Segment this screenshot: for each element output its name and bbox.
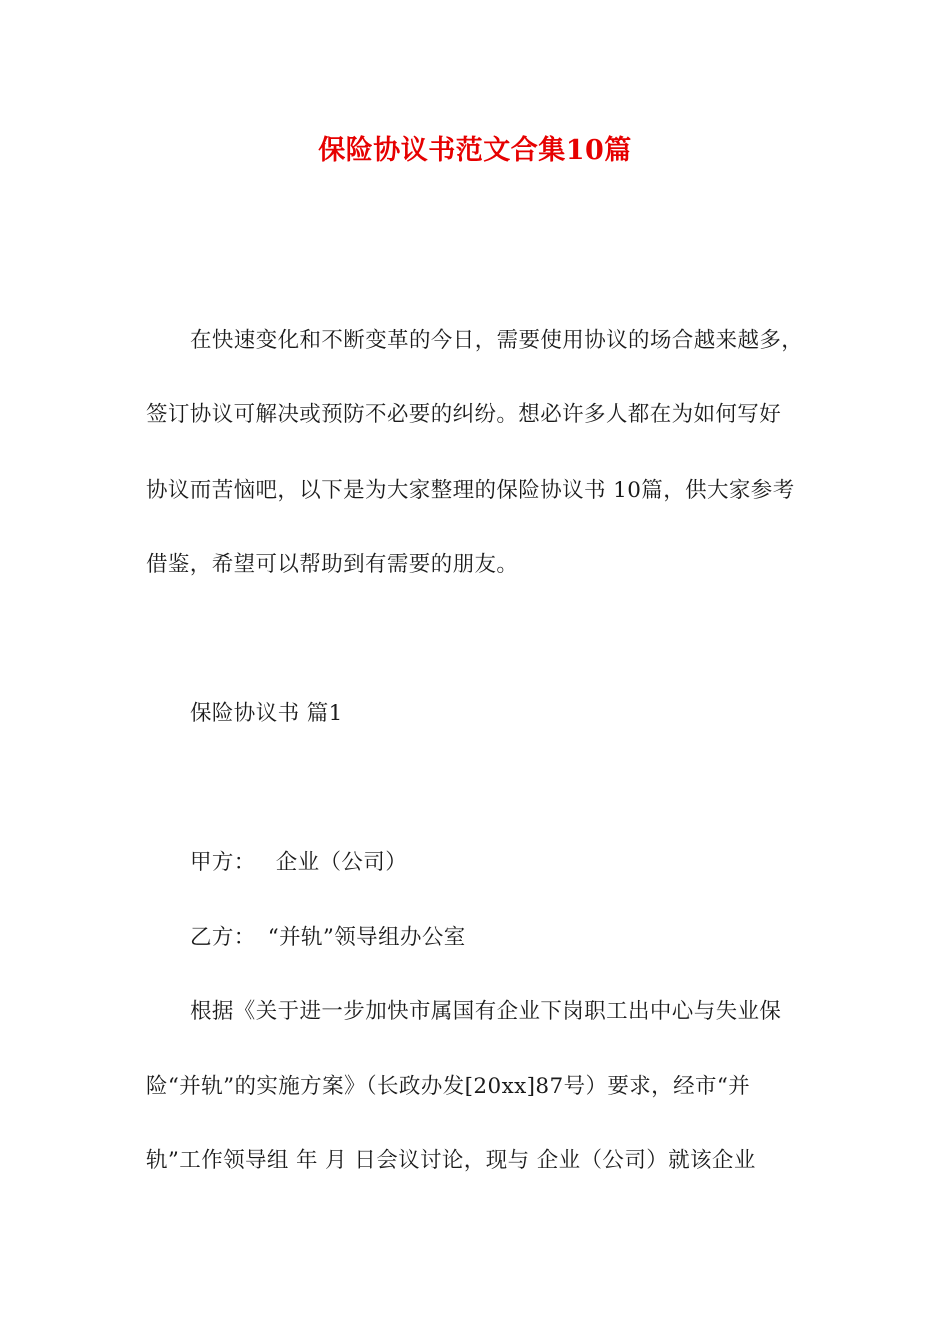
section-heading: 保险协议书 篇1 bbox=[190, 701, 343, 726]
document-title: 保险协议书范文合集10篇 bbox=[318, 135, 632, 166]
intro-line-2: 签订协议可解决或预防不必要的纠纷。想必许多人都在为如何写好 bbox=[146, 402, 782, 427]
body-line-2: 险“并轨”的实施方案》（长政办发[20xx]87号）要求，经市“并 bbox=[146, 1074, 751, 1099]
party-a-value: 企业（公司） bbox=[275, 850, 408, 875]
party-a-line bbox=[190, 848, 818, 878]
body-line-1: 根据《关于进一步加快市属国有企业下岗职工出中心与失业保 bbox=[190, 999, 782, 1024]
intro-line-4: 借鉴，希望可以帮助到有需要的朋友。 bbox=[146, 552, 519, 577]
intro-line-3: 协议而苦恼吧，以下是为大家整理的保险协议书 10篇，供大家参考 bbox=[146, 478, 795, 503]
party-b-value: “并轨”领导组办公室 bbox=[267, 925, 466, 950]
intro-line-1: 在快速变化和不断变革的今日，需要使用协议的场合越来越多， bbox=[190, 328, 804, 353]
party-a-label: 甲方： bbox=[190, 850, 256, 875]
party-b-line bbox=[190, 923, 818, 953]
body-line-3: 轨”工作领导组 年 月 日会议讨论，现与 企业（公司）就该企业 bbox=[146, 1148, 756, 1173]
party-b-label: 乙方： bbox=[190, 925, 256, 950]
